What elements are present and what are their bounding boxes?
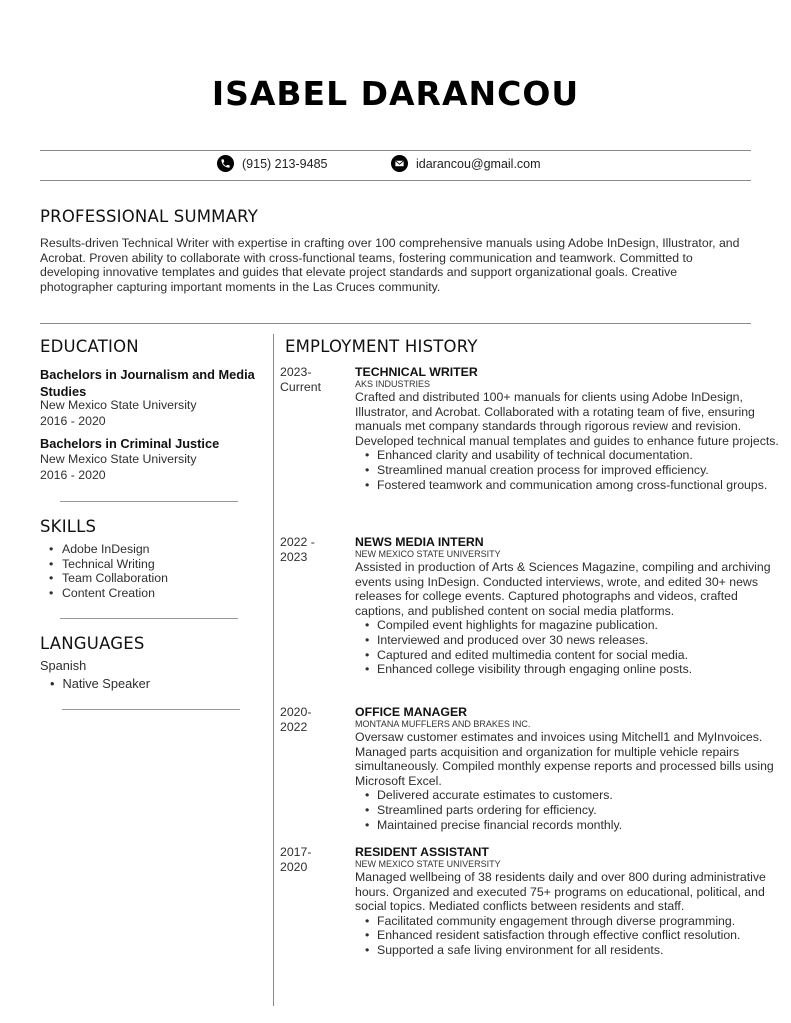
skills-list bbox=[40, 542, 168, 600]
job-organization: MONTANA MUFFLERS AND BRAKES INC. bbox=[355, 719, 531, 729]
job-bullet: • Fostered teamwork and communication among cross-functional groups. bbox=[355, 478, 780, 493]
header-divider-top bbox=[40, 150, 751, 151]
job-bullets bbox=[355, 788, 780, 832]
education-degree: Bachelors in Journalism and Media Studies bbox=[40, 367, 255, 399]
job-dates bbox=[280, 365, 340, 395]
skills-heading: SKILLS bbox=[40, 517, 97, 536]
job-description: Oversaw customer estimates and invoices using Mitchell1 and MyInvoices. Managed parts acquisition and organization for multiple vehicle repairs simultaneously. Compiled monthly expense reports and processed bills using Microsoft Excel. bbox=[355, 730, 774, 788]
languages-heading: LANGUAGES bbox=[40, 634, 145, 653]
job-date-end: 2020 bbox=[280, 860, 308, 874]
job-bullet: • Compiled event highlights for magazine publication. bbox=[355, 618, 780, 633]
job-description: Managed wellbeing of 38 residents daily and over 800 during administrative hours. Organized and executed 75+ programs on educational, political, and social topics. Mediated conflicts between residents and staff. bbox=[355, 870, 766, 914]
education-heading: EDUCATION bbox=[40, 337, 139, 356]
email-address: idarancou@gmail.com bbox=[416, 156, 541, 171]
job-bullet: • Delivered accurate estimates to customers. bbox=[355, 788, 780, 803]
summary-divider bbox=[40, 323, 751, 324]
job-description: Crafted and distributed 100+ manuals for clients using Adobe InDesign, Illustrator, and Acrobat. Collaborated with a rotating team of five, ensuring manuals met company standards through rigorous review and revision. Developed technical manual templates and guides to enhance future projects. bbox=[355, 390, 779, 448]
phone-number: (915) 213-9485 bbox=[242, 156, 328, 171]
job-bullets bbox=[355, 448, 780, 492]
header-divider-bottom bbox=[40, 180, 751, 181]
skill-item: • Adobe InDesign bbox=[40, 542, 168, 557]
job-bullets bbox=[355, 914, 780, 958]
job-bullet: • Enhanced clarity and usability of technical documentation. bbox=[355, 448, 780, 463]
skill-item: • Technical Writing bbox=[40, 557, 168, 572]
column-divider bbox=[273, 334, 274, 1006]
language-name: Spanish bbox=[40, 658, 87, 673]
education-divider bbox=[60, 501, 238, 502]
education-school: New Mexico State University bbox=[40, 452, 197, 466]
job-title: TECHNICAL WRITER bbox=[355, 365, 478, 379]
job-bullets bbox=[355, 618, 780, 676]
job-date-end: Current bbox=[280, 380, 322, 394]
job-title: NEWS MEDIA INTERN bbox=[355, 535, 484, 549]
summary-text: Results-driven Technical Writer with expertise in crafting over 100 comprehensive manuals using Adobe InDesign, Illustrator, and Acrobat. Proven ability to collaborate with cross-functional teams, fostering communication and teamwork. Committed to developing innovative templates and guides that elevate project standards and support organizational goals. Creative photographer capturing important moments in the Las Cruces community. bbox=[40, 236, 740, 294]
job-body bbox=[355, 535, 780, 677]
contact-email[interactable] bbox=[391, 155, 541, 172]
job-title: OFFICE MANAGER bbox=[355, 705, 468, 719]
job-bullet: • Supported a safe living environment for all residents. bbox=[355, 943, 780, 958]
job-organization: AKS INDUSTRIES bbox=[355, 379, 431, 389]
job-date-start: 2022 - bbox=[280, 535, 315, 549]
phone-icon bbox=[217, 155, 234, 172]
job-body bbox=[355, 705, 780, 832]
contact-phone[interactable] bbox=[217, 155, 327, 172]
languages-divider bbox=[62, 709, 240, 710]
job-bullet: • Facilitated community engagement through diverse programming. bbox=[355, 914, 780, 929]
candidate-name: ISABEL DARANCOU bbox=[211, 74, 580, 113]
job-dates bbox=[280, 535, 340, 565]
job-date-start: 2017- bbox=[280, 845, 312, 859]
summary-heading: PROFESSIONAL SUMMARY bbox=[40, 207, 258, 226]
education-years: 2016 - 2020 bbox=[40, 414, 106, 428]
education-school: New Mexico State University bbox=[40, 398, 197, 412]
language-level: • Native Speaker bbox=[50, 676, 150, 691]
education-years: 2016 - 2020 bbox=[40, 468, 106, 482]
job-title: RESIDENT ASSISTANT bbox=[355, 845, 489, 859]
education-degree: Bachelors in Criminal Justice bbox=[40, 436, 220, 451]
skills-divider bbox=[60, 618, 238, 619]
job-dates bbox=[280, 705, 340, 735]
job-bullet: • Streamlined parts ordering for efficiency. bbox=[355, 803, 780, 818]
job-date-end: 2023 bbox=[280, 550, 308, 564]
job-body bbox=[355, 365, 780, 492]
job-bullet: • Maintained precise financial records monthly. bbox=[355, 818, 780, 833]
job-bullet: • Captured and edited multimedia content for social media. bbox=[355, 648, 780, 663]
job-bullet: • Enhanced resident satisfaction through effective conflict resolution. bbox=[355, 928, 780, 943]
envelope-icon bbox=[391, 155, 408, 172]
job-body bbox=[355, 845, 780, 958]
job-date-start: 2020- bbox=[280, 705, 312, 719]
job-dates bbox=[280, 845, 340, 875]
job-date-start: 2023- bbox=[280, 365, 312, 379]
skill-item: • Content Creation bbox=[40, 586, 168, 601]
skill-item: • Team Collaboration bbox=[40, 571, 168, 586]
job-bullet: • Enhanced college visibility through engaging online posts. bbox=[355, 662, 780, 677]
job-description: Assisted in production of Arts & Sciences Magazine, compiling and archiving events using InDesign. Conducted interviews, wrote, and edited 30+ news releases for college events. Captured photographs and videos, crafted captions, and published content on social media platforms. bbox=[355, 560, 771, 618]
job-bullet: • Interviewed and produced over 30 news releases. bbox=[355, 633, 780, 648]
employment-heading: EMPLOYMENT HISTORY bbox=[285, 337, 478, 356]
job-organization: NEW MEXICO STATE UNIVERSITY bbox=[355, 549, 501, 559]
job-organization: NEW MEXICO STATE UNIVERSITY bbox=[355, 859, 501, 869]
job-date-end: 2022 bbox=[280, 720, 308, 734]
job-bullet: • Streamlined manual creation process for improved efficiency. bbox=[355, 463, 780, 478]
